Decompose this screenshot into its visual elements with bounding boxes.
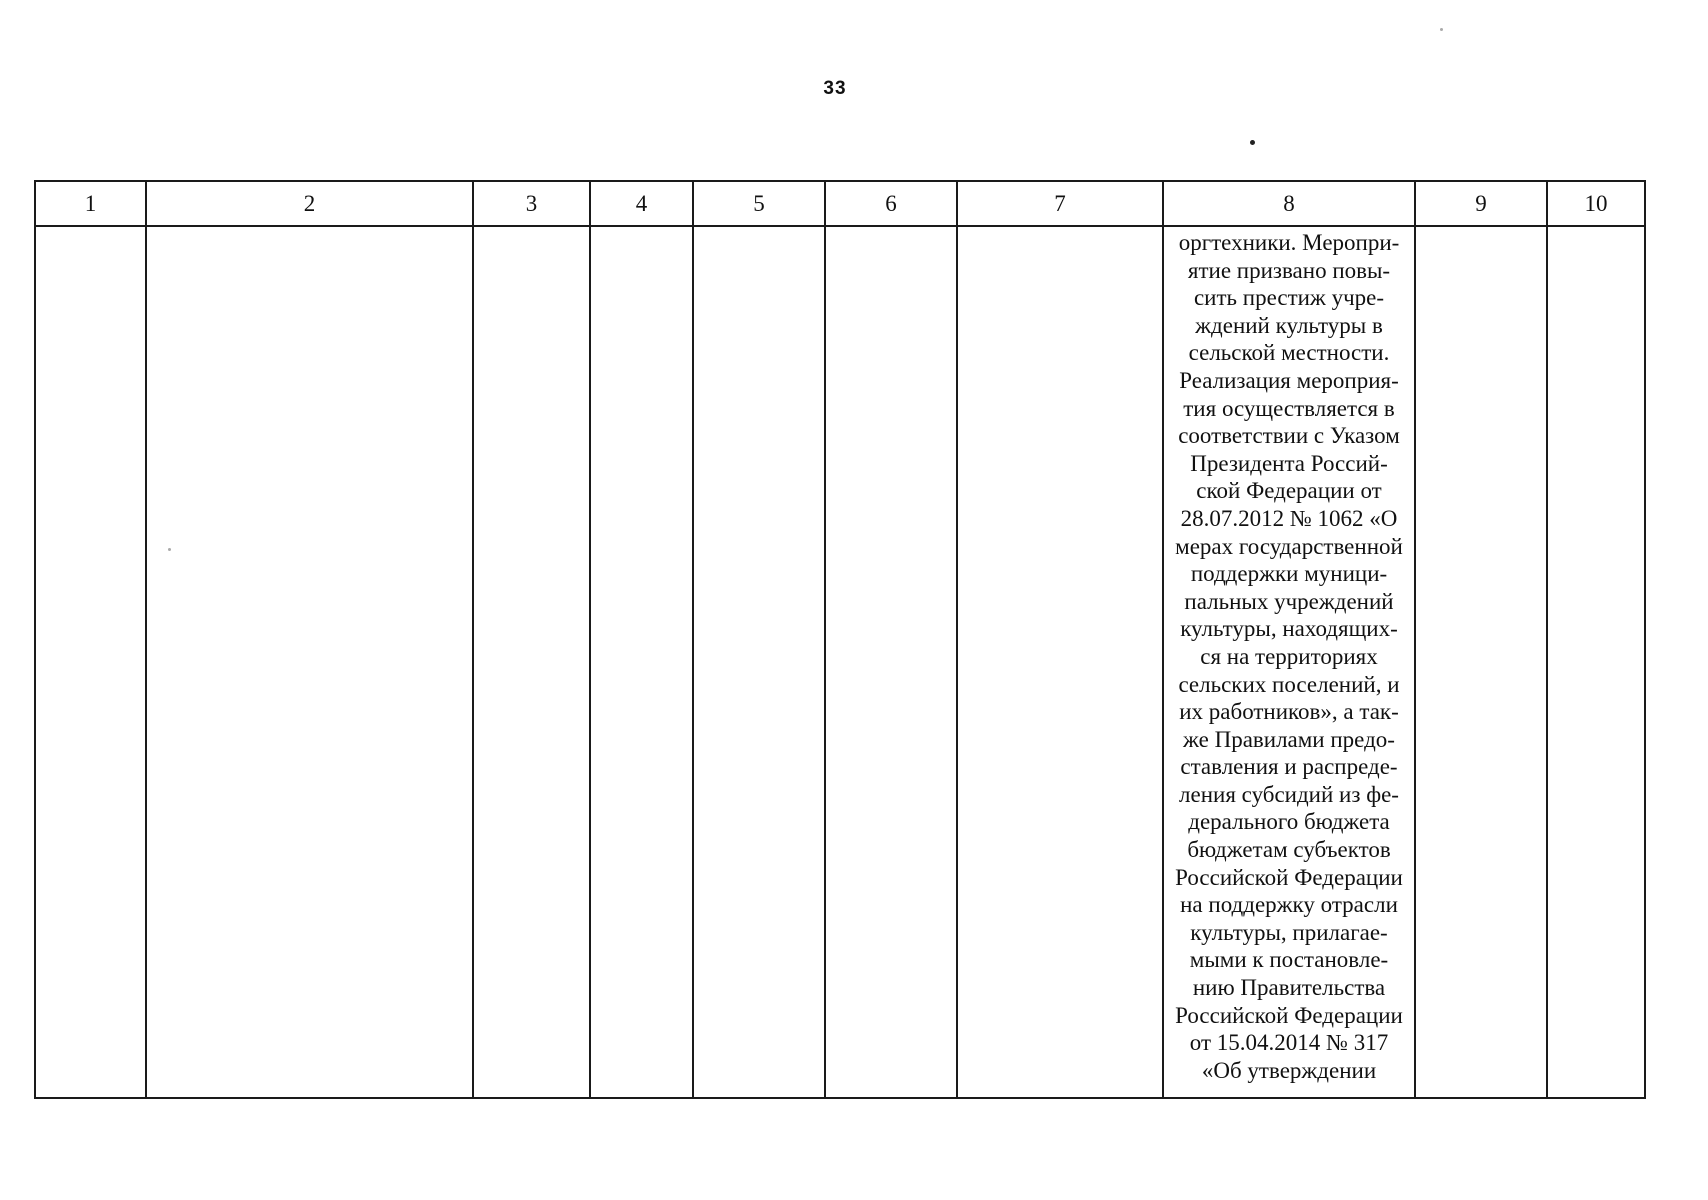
cell-col3 bbox=[473, 226, 590, 1098]
col8-line: сельских поселений, и bbox=[1178, 671, 1400, 697]
col8-line: мыми к постановле- bbox=[1189, 947, 1389, 973]
col8-line: же Правилами предо- bbox=[1183, 726, 1395, 752]
cell-col10 bbox=[1547, 226, 1645, 1098]
cell-col4 bbox=[590, 226, 693, 1098]
cell-col1 bbox=[35, 226, 146, 1098]
column-header-4: 4 bbox=[590, 181, 693, 226]
column-header-1: 1 bbox=[35, 181, 146, 226]
cell-col5 bbox=[693, 226, 825, 1098]
col8-line: Российской Федерации bbox=[1175, 864, 1403, 890]
col8-line: оргтехники. Меропри- bbox=[1178, 230, 1400, 255]
cell-col6 bbox=[825, 226, 957, 1098]
col8-line: культуры, находящих- bbox=[1180, 616, 1398, 642]
col8-line: ставления и распреде- bbox=[1180, 754, 1398, 780]
col8-line: соответствии с Указом bbox=[1178, 423, 1400, 449]
col8-line: ся на территориях bbox=[1200, 643, 1378, 669]
cell-col9 bbox=[1415, 226, 1547, 1098]
col8-line: Президента Россий- bbox=[1190, 450, 1388, 476]
col8-line: ятие призвано повы- bbox=[1187, 257, 1391, 283]
page-number: 33 bbox=[823, 78, 847, 99]
col8-line: дерального бюджета bbox=[1188, 809, 1390, 835]
column-header-6: 6 bbox=[825, 181, 957, 226]
header-row bbox=[35, 181, 1645, 226]
col8-line: ской Федерации от bbox=[1196, 478, 1382, 504]
col8-line: «Об утверждении bbox=[1201, 1057, 1377, 1083]
col8-line: сельской местности. bbox=[1188, 340, 1390, 366]
col8-line: сить престиж учре- bbox=[1193, 285, 1385, 311]
document-table bbox=[34, 180, 1646, 1099]
col8-line: нию Правительства bbox=[1192, 975, 1386, 1001]
col8-line: ления субсидий из фе- bbox=[1179, 781, 1399, 807]
column-header-10: 10 bbox=[1547, 181, 1645, 226]
scan-speck bbox=[1440, 28, 1443, 31]
col8-line: пальных учреждений bbox=[1184, 588, 1394, 614]
col8-line: тия осуществляется в bbox=[1183, 395, 1395, 421]
cell-col2 bbox=[146, 226, 473, 1098]
cell-col8 bbox=[1163, 226, 1415, 1098]
column-header-5: 5 bbox=[693, 181, 825, 226]
scan-dot bbox=[1250, 140, 1255, 145]
col8-line: бюджетам субъектов bbox=[1187, 837, 1391, 863]
col8-line: от 15.04.2014 № 317 bbox=[1189, 1030, 1389, 1056]
col8-line: ждений культуры в bbox=[1195, 312, 1383, 338]
column-header-8: 8 bbox=[1163, 181, 1415, 226]
col8-line: их работников», а так- bbox=[1179, 699, 1399, 725]
column-header-9: 9 bbox=[1415, 181, 1547, 226]
column-header-2: 2 bbox=[146, 181, 473, 226]
col8-line: поддержки муници- bbox=[1190, 561, 1388, 587]
col8-line: Российской Федерации bbox=[1175, 1002, 1403, 1028]
table-row bbox=[35, 226, 1645, 1098]
column-header-7: 7 bbox=[957, 181, 1163, 226]
column-header-3: 3 bbox=[473, 181, 590, 226]
col8-line: Реализация мероприя- bbox=[1179, 367, 1399, 393]
col8-line: мерах государственной bbox=[1175, 533, 1403, 559]
cell-col7 bbox=[957, 226, 1163, 1098]
col8-line: культуры, прилагае- bbox=[1190, 919, 1388, 945]
col8-text bbox=[1162, 227, 1416, 1084]
col8-line: 28.07.2012 № 1062 «О bbox=[1180, 505, 1398, 531]
col8-line: на поддержку отрасли bbox=[1180, 892, 1398, 918]
